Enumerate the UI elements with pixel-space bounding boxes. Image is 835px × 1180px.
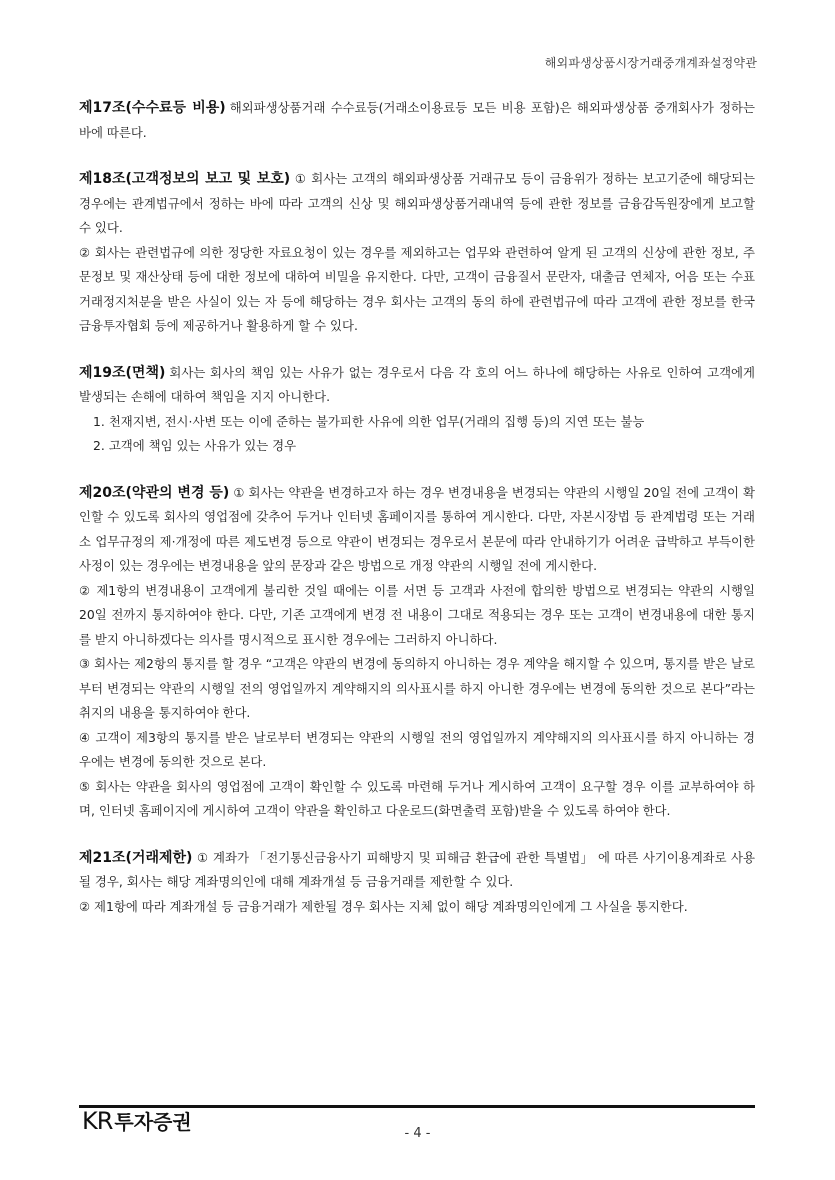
article-paragraph — [79, 481, 755, 579]
list-item-number: 2. — [93, 438, 105, 453]
article-text: 해외파생상품거래 수수료등(거래소이용료등 모든 비용 포함)은 해외파생상품 중개회사가 정하는 바에 따른다. — [79, 100, 755, 140]
article-text: ① 회사는 약관을 변경하고자 하는 경우 변경내용을 변경되는 약관의 시행일 20일 전에 고객이 확인할 수 있도록 회사의 영업점에 갖추어 두거나 인터넷 홈페이지를 통하여 게시한다. 다만, 자본시장법 등 관계법령 또는 거래소 업무규정의 제·개정에 따른 제도변경 등으로 약관이 변경되는 경우로서 본문에 따라 안내하기가 어려운 급박하고 부득이한 사정이 있는 경우에는 변경내용을 앞의 문장과 같은 방법으로 개정 약관의 시행일 전에 게시한다. — [79, 484, 755, 573]
article-paragraph: ② 제1항에 따라 계좌개설 등 금융거래가 제한될 경우 회사는 지체 없이 해당 계좌명의인에게 그 사실을 통지한다. — [79, 898, 688, 914]
article-paragraph: ③ 회사는 제2항의 통지를 할 경우 “고객은 약관의 변경에 동의하지 아니하는 경우 계약을 해지할 수 있으며, 통지를 받은 날로부터 변경되는 약관의 시행일 전의 영업일까지 계약해지의 의사표시를 하지 아니한 경우에는 변경에 동의한 것으로 본다”라는 취지의 내용을 통지하여야 한다. — [79, 656, 755, 720]
article-paragraph — [79, 361, 755, 410]
article-20 — [79, 481, 755, 824]
article-title: 제17조(수수료등 비용) — [79, 100, 226, 116]
article-title: 제21조(거래제한) — [79, 849, 193, 866]
article-paragraph: ④ 고객이 제3항의 통지를 받은 날로부터 변경되는 약관의 시행일 전의 영업일까지 계약해지의 의사표시를 하지 아니하는 경우에는 변경에 동의한 것으로 본다. — [79, 729, 755, 769]
article-18 — [79, 167, 755, 339]
article-text: ① 계좌가 「전기통신금융사기 피해방지 및 피해금 환급에 관한 특별법」 에 따른 사기이용계좌로 사용될 경우, 회사는 해당 계좌명의인에 대해 계좌개설 등 금융거래를 제한할 수 있다. — [79, 849, 755, 889]
article-title: 제18조(고객정보의 보고 및 보호) — [79, 171, 291, 187]
article-21 — [79, 846, 755, 920]
list-item-text: 천재지변, 전시·사변 또는 이에 준하는 불가피한 사유에 의한 업무(거래의 집행 등)의 지연 또는 불능 — [108, 413, 645, 429]
page-number: - 4 - — [404, 1126, 431, 1141]
article-paragraph: ⑤ 회사는 약관을 회사의 영업점에 고객이 확인할 수 있도록 마련해 두거나 게시하여 고객이 요구할 경우 이를 교부하여야 하며, 인터넷 홈페이지에 게시하여 고객이 약관을 확인하고 다운로드(화면출력 포함)받을 수 있도록 하여야 한다. — [79, 778, 755, 818]
list-item — [79, 434, 755, 459]
article-paragraph: ② 제1항의 변경내용이 고객에게 불리한 것일 때에는 이를 서면 등 고객과 사전에 합의한 방법으로 변경되는 약관의 시행일 20일 전까지 통지하여야 한다. 다만, 기존 고객에게 변경 전 내용이 그대로 적용되는 경우 또는 고객이 변경내용에 대한 통지를 받지 아니하겠다는 의사를 명시적으로 표시한 경우에는 그러하지 아니하다. — [79, 582, 755, 647]
article-text: ① 회사는 고객의 해외파생상품 거래규모 등이 금융위가 정하는 보고기준에 해당되는 경우에는 관계법규에서 정하는 바에 따라 고객의 신상 및 해외파생상품거래내역 등에 관한 정보를 금융감독원장에게 보고할 수 있다. — [79, 171, 755, 235]
article-text: 회사는 회사의 책임 있는 사유가 없는 경우로서 다음 각 호의 어느 하나에 해당하는 사유로 인하여 고객에게 발생되는 손해에 대하여 책임을 지지 아니한다. — [79, 364, 755, 404]
article-paragraph — [79, 167, 755, 241]
article-item-list — [79, 410, 755, 459]
list-item — [79, 410, 755, 435]
article-title: 제19조(면책) — [79, 364, 166, 381]
article-19 — [79, 361, 755, 459]
article-paragraph — [79, 96, 755, 145]
article-17 — [79, 96, 755, 145]
list-item-text: 고객에 책임 있는 사유가 있는 경우 — [108, 438, 297, 453]
logo-kr: KR — [82, 1107, 113, 1135]
logo-name: 투자증권 — [114, 1110, 192, 1134]
article-title: 제20조(약관의 변경 등) — [79, 484, 230, 501]
article-paragraph — [79, 846, 755, 895]
running-header: 해외파생상품시장거래중개계좌설정약관 — [544, 56, 757, 70]
article-paragraph: ② 회사는 관련법규에 의한 정당한 자료요청이 있는 경우를 제외하고는 업무와 관련하여 알게 된 고객의 신상에 관한 정보, 주문정보 및 재산상태 등에 대한 정보에 대하여 비밀을 유지한다. 다만, 고객이 금융질서 문란자, 대출금 연체자, 어음 또는 수표 거래정지처분을 받은 사실이 있는 자 등에 해당하는 경우 회사는 고객의 동의 하에 관련법규에 따라 고객에 관한 정보를 한국금융투자협회 등에 제공하거나 활용하게 할 수 있다. — [79, 244, 755, 333]
list-item-number: 1. — [93, 413, 105, 429]
document-body — [79, 96, 755, 941]
